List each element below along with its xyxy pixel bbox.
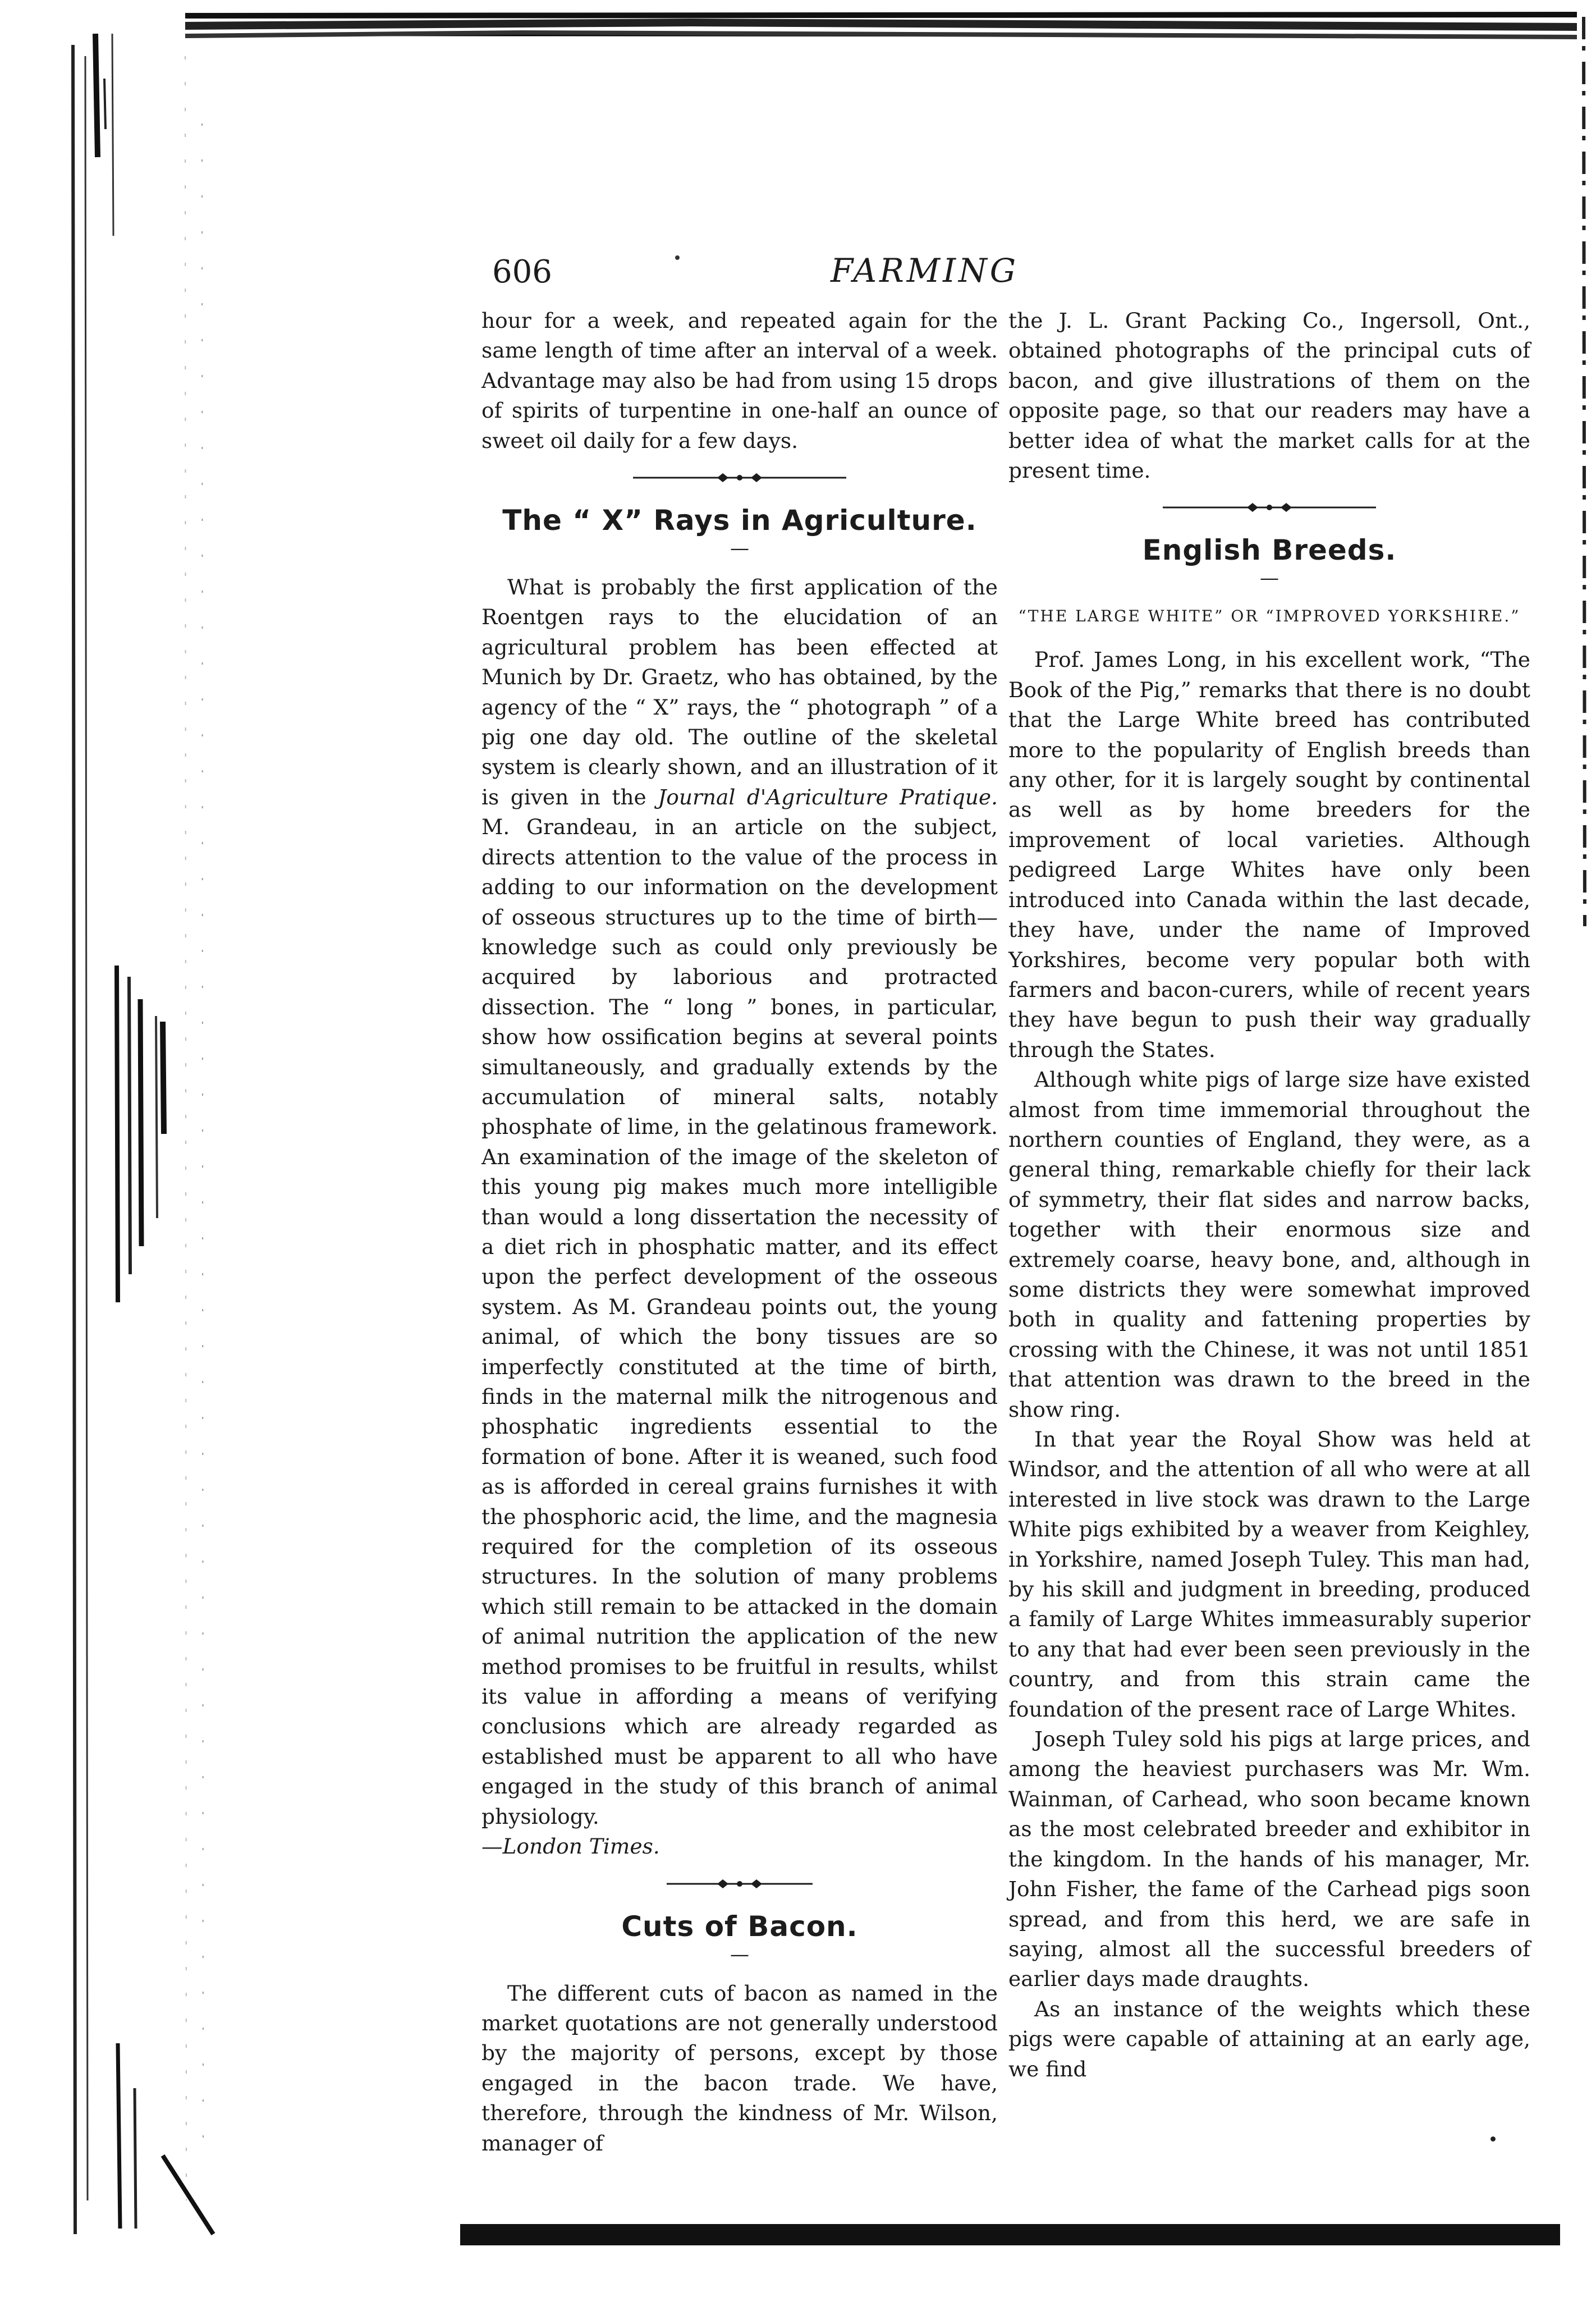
xrays-article-body xyxy=(481,573,998,1832)
ink-speck xyxy=(1490,2136,1496,2142)
bacon-continued: the J. L. Grant Packing Co., Ingersoll, Ont., obtained photographs of the principal cuts of bacon, and give illustrations of them on the opposite page, so that our readers may have a better idea of what the market calls for at the present time. xyxy=(1008,308,1530,483)
xrays-article-title: The “ X” Rays in Agriculture. xyxy=(502,504,977,537)
breeds-paragraph: As an instance of the weights which these pigs were capable of attaining at an early age, we find xyxy=(1008,1996,1530,2081)
bacon-article-title: Cuts of Bacon. xyxy=(621,1910,858,1943)
section-divider xyxy=(1008,497,1530,518)
page-number: 606 xyxy=(492,254,552,290)
section-divider xyxy=(481,1873,998,1895)
article-source: —London Times. xyxy=(481,1834,660,1859)
journal-title: FARMING xyxy=(831,251,1019,290)
title-dash: — xyxy=(730,1943,749,1966)
breeds-paragraph: Prof. James Long, in his excellent work, “The Book of the Pig,” remarks that there is no doubt that the Large White breed has contributed more to the popularity of English breeds than any other, for it is largely sought by continental as well as by home breeders for the improvement of local varieties. Although pedigreed Large Whites have only been introduced into Canada within the last decade, they have, under the name of Improved Yorkshires, become very popular both with farmers and bacon-curers, while of recent years they have begun to push their way gradually through the States. xyxy=(1008,647,1530,1062)
intro-paragraph: hour for a week, and repeated again for the same length of time after an interval of a week. Advantage may also be had from using 15 drops of spirits of turpentine in one-half an ounce of sweet oil daily for a few days. xyxy=(481,308,998,453)
breeds-paragraph: Joseph Tuley sold his pigs at large prices, and among the heaviest purchasers was Mr. Wm. Wainman, of Carhead, who soon became known as the most celebrated breeder and exhibitor in the kingdom. In the hands of his manager, Mr. John Fisher, the fame of the Carhead pigs soon spread, and from this herd, we are safe in saying, almost all the successful breeders of earlier days made draughts. xyxy=(1008,1727,1530,1992)
xrays-body-part2: M. Grandeau, in an article on the subject, directs attention to the value of the process in adding to our information on the development of osseous structures up to the time of birth—knowledge such as could only previously be acquired by laborious and protracted dissection. The “ long ” bones, in particular, show how ossification begins at several points simultaneously, and gradually extends by the accumulation of mineral salts, notably phosphate of lime, in the gelatinous framework. An examination of the image of the skeleton of this young pig makes much more intelligible than would a long dissertation the necessity of a diet rich in phosphatic matter, and its effect upon the perfect development of the osseous system. As M. Grandeau points out, the young animal, of which the bony tissues are so imperfectly constituted at the time of birth, finds in the maternal milk the nitrogenous and phosphatic ingredients essential to the formation of bone. After it is weaned, such food as is afforded in cereal grains furnishes it with the phosphoric acid, the lime, and the magnesia required for the completion of its osseous structures. In the solution of many problems which still remain to be attacked in the domain of animal nutrition the application of the new method promises to be fruitful in results, whilst its value in affording a means of verifying conclusions which are already regarded as established must be apparent to all who have engaged in the study of this branch of animal physiology. xyxy=(481,815,998,1829)
title-dash: — xyxy=(730,537,749,560)
xrays-body-part1: What is probably the first application of the Roentgen rays to the elucidation of an agricultural problem has been effected at Munich by Dr. Graetz, who has obtained, by the agency of the “ X” rays, the “ photograph ” of a pig one day old. The outline of the skeletal system is clearly shown, and an illustration of it is given in the xyxy=(481,575,998,809)
right-column xyxy=(1008,306,1530,2084)
breeds-paragraph: In that year the Royal Show was held at Windsor, and the attention of all who were at all interested in live stock was drawn to the Large White pigs exhibited by a weaver from Keighley, in Yorkshire, named Joseph Tuley. This man had, by his skill and judgment in breeding, produced a family of Large Whites immeasurably superior to any that had ever been seen previously in the country, and from this strain came the foundation of the present race of Large Whites. xyxy=(1008,1427,1530,1722)
section-divider xyxy=(481,467,998,488)
bottom-edge-rule xyxy=(460,2224,1560,2245)
ink-speck xyxy=(675,255,680,260)
left-column xyxy=(481,306,998,2158)
journal-name: Journal d'Agriculture Pratique. xyxy=(658,784,998,809)
binding-edge-shadow xyxy=(51,11,219,2245)
breeds-paragraph: Although white pigs of large size have existed almost from time immemorial throughout the northern counties of England, they were, as a general thing, remarkable chiefly for their lack of symmetry, their flat sides and narrow backs, together with their enormous size and extremely coarse, heavy bone, and, although in some districts they were somewhat improved both in quality and fattening properties by crossing with the Chinese, it was not until 1851 that attention was drawn to the breed in the show ring. xyxy=(1008,1067,1530,1422)
breeds-article-title: English Breeds. xyxy=(1142,534,1397,567)
bacon-article-body: The different cuts of bacon as named in the market quotations are not generally understood by the majority of persons, except by those engaged in the bacon trade. We have, therefore, through the kindness of Mr. Wilson, manager of xyxy=(481,1980,998,2156)
breeds-article-subtitle: “THE LARGE WHITE” OR “IMPROVED YORKSHIRE.” xyxy=(1018,607,1521,626)
title-dash: — xyxy=(1260,567,1279,590)
top-edge-rule xyxy=(185,10,1577,43)
right-edge-rule xyxy=(1576,17,1593,926)
